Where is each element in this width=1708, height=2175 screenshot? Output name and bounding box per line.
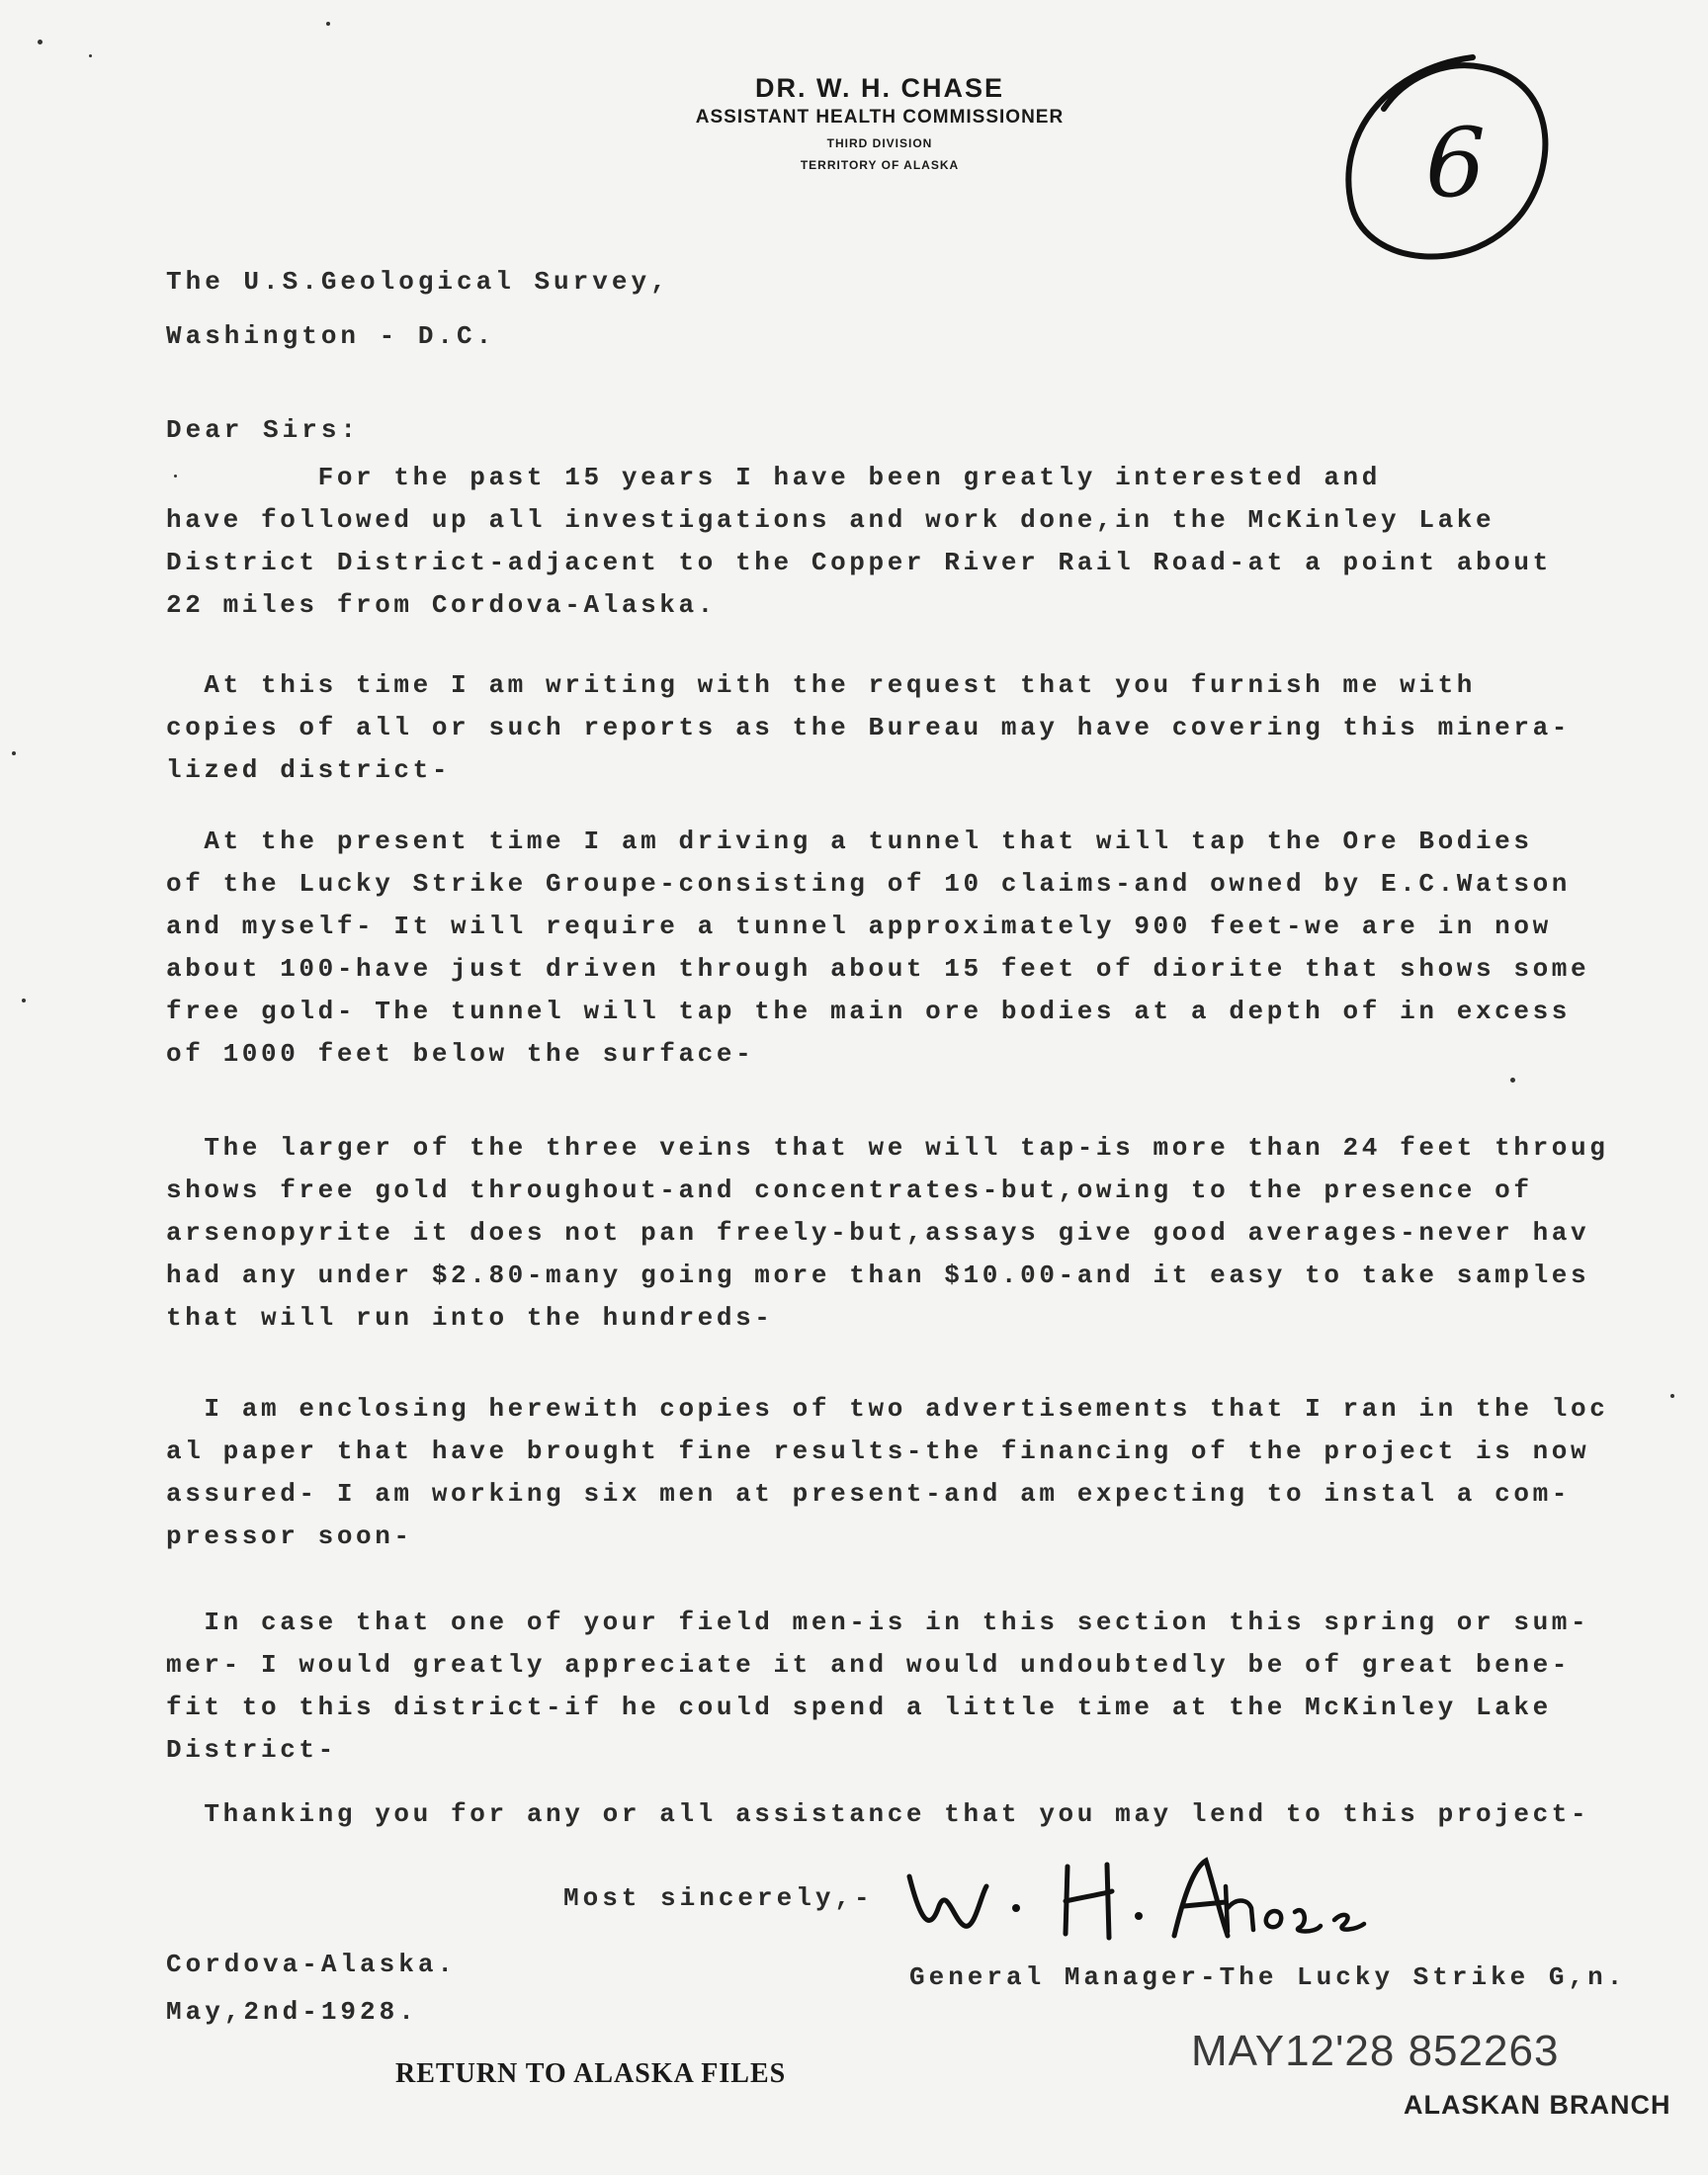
letterhead-title: ASSISTANT HEALTH COMMISSIONER	[695, 107, 1065, 128]
paragraph-4: The larger of the three veins that we will tap-is more than 24 feet throug shows free gold throughout-and concentrates-but,owing to the presence of arsenopyrite it does not pan freely-but,assays give good averages-never hav had any under $2.80-many going more than $10.00-and it easy to take samples that will run into the hundreds-	[166, 1133, 1609, 1333]
paragraph-3: At the present time I am driving a tunnel that will tap the Ore Bodies of the Lucky Strike Groupe-consisting of 10 claims-and owned by E.C.Watson and myself- It will require a tunnel approximately 900 feet-we are in now about 100-have just driven through about 15 feet of diorite that shows some free gold- The tunnel will tap the main ore bodies at a depth of in excess of 1000 feet below the surface-	[166, 826, 1590, 1069]
letterhead	[573, 71, 1186, 174]
letterhead-division: THIRD DIVISION	[826, 136, 933, 150]
scan-speck	[326, 22, 330, 26]
place-line: Cordova-Alaska.	[166, 1950, 458, 1979]
scan-speck	[89, 54, 92, 57]
letterhead-name: DR. W. H. CHASE	[754, 73, 1004, 103]
date-line: May,2nd-1928.	[166, 1997, 418, 2027]
paragraph-6: In case that one of your field men-is in this section this spring or sum- mer- I would greatly appreciate it and would undoubtedly be of great bene- fit to this district-if he could spend a little time at the McKinley Lake District-	[166, 1608, 1590, 1765]
return-to-files-stamp: RETURN TO ALASKA FILES	[395, 2058, 787, 2089]
address-line-1: The U.S.Geological Survey,	[166, 267, 670, 297]
address-line-2: Washington - D.C.	[166, 321, 496, 351]
letterhead-territory: TERRITORY OF ALASKA	[800, 158, 960, 172]
scan-speck	[22, 999, 26, 1002]
signer-title: General Manager-The Lucky Strike G,n.	[909, 1962, 1627, 1992]
closing: Most sincerely,-	[563, 1883, 874, 1913]
circled-number-text: 6	[1425, 108, 1487, 218]
scan-speck	[12, 751, 16, 755]
alaskan-branch-stamp: ALASKAN BRANCH	[1404, 2090, 1671, 2120]
handwritten-signature	[899, 1847, 1413, 1956]
paragraph-2: At this time I am writing with the request that you furnish me with copies of all or such reports as the Bureau may have covering this minera- lized district-	[166, 670, 1571, 785]
scan-speck	[1510, 1078, 1515, 1083]
scan-speck	[1670, 1394, 1674, 1398]
circled-page-number	[1324, 40, 1562, 287]
received-date-stamp: MAY12'28 852263	[1191, 2027, 1560, 2075]
scan-speck	[38, 40, 43, 44]
paragraph-5: I am enclosing herewith copies of two advertisements that I ran in the loc al paper that have brought fine results-the financing of the project is now assured- I am working six men at present-and am expecting to instal a com- pressor soon-	[166, 1394, 1609, 1551]
paragraph-1: For the past 15 years I have been greatly interested and have followed up all investigations and work done,in the McKinley Lake District District-adjacent to the Copper River Rail Road-at a point about 22 miles from Cordova-Alaska.	[166, 463, 1552, 620]
salutation: Dear Sirs:	[166, 415, 361, 445]
paragraph-7: Thanking you for any or all assistance that you may lend to this project-	[166, 1799, 1590, 1829]
